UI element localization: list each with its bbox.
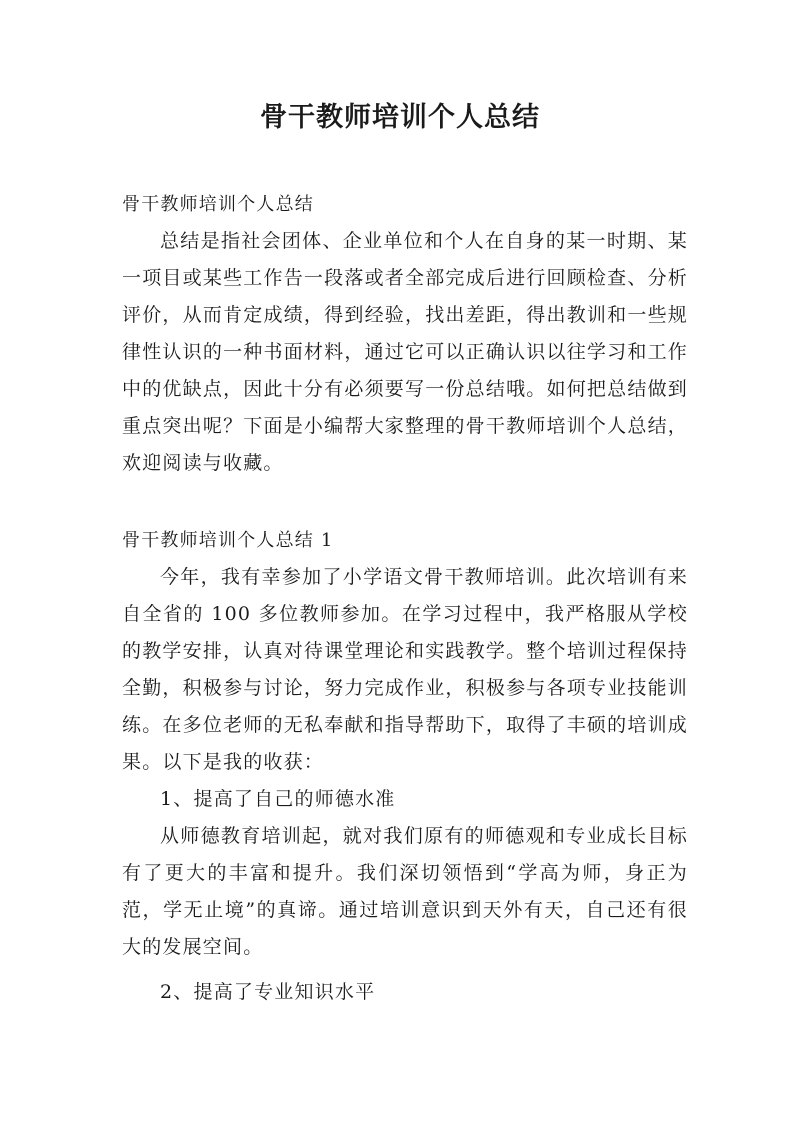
point-heading: 1、提高了自己的师德水准 (160, 788, 396, 810)
page-title: 骨干教师培训个人总结 (260, 102, 540, 133)
intro-heading: 骨干教师培训个人总结 (122, 194, 314, 215)
point-paragraph: 从师德教育培训起，就对我们原有的师德观和专业成长目标有了更大的丰富和提升。我们深切领悟到“学高为师，身正为范，学无止境”的真谛。通过培训意识到天外有天，自己还有很大的发展空间。 (122, 825, 688, 958)
intro-paragraph: 总结是指社会团体、企业单位和个人在自身的某一时期、某一项目或某些工作告一段落或者全部完成后进行回顾检查、分析评价，从而肯定成绩，得到经验，找出差距，得出教训和一些规律性认识的一种书面材料，通过它可以正确认识以往学习和工作中的优缺点，因此十分有必须要写一份总结哦。如何把总结做到重点突出呢？下面是小编帮大家整理的骨干教师培训个人总结，欢迎阅读与收藏。 (122, 230, 688, 474)
point-heading: 2、提高了专业知识水平 (160, 981, 376, 1003)
section-heading: 骨干教师培训个人总结 1 (122, 530, 334, 551)
section-paragraph: 今年，我有幸参加了小学语文骨干教师培训。此次培训有来自全省的 100 多位教师参加。在学习过程中，我严格服从学校的教学安排，认真对待课堂理论和实践教学。整个培训过程保持全勤，积极参与讨论，努力完成作业，积极参与各项专业技能训练。在多位老师的无私奉献和指导帮助下，取得了丰硕的培训成果。以下是我的收获： (122, 566, 688, 773)
document-body (122, 186, 688, 1011)
